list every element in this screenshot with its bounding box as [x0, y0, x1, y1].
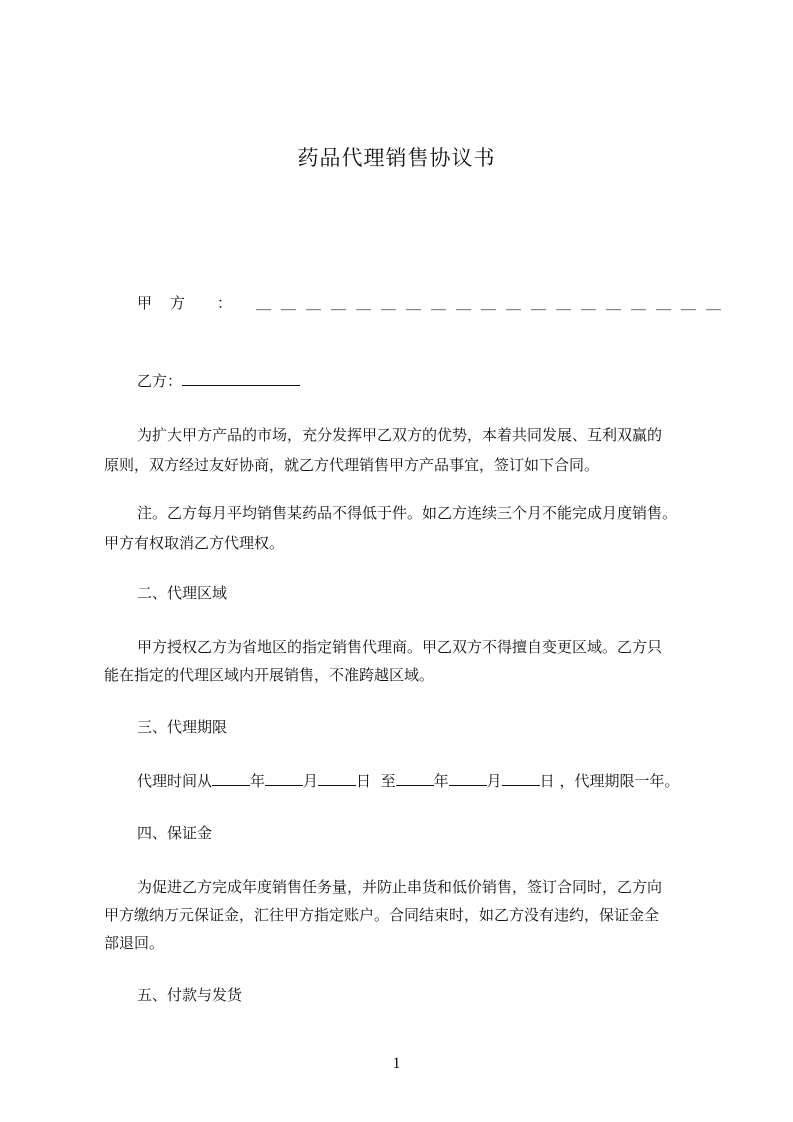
section-2-line-1: 甲方授权乙方为省地区的指定销售代理商。甲乙双方不得擅自变更区域。乙方只	[137, 638, 663, 656]
section-5-heading: 五、付款与发货	[137, 986, 243, 1004]
period-from-text: 代理时间从	[137, 772, 213, 790]
page-number: 1	[392, 1055, 401, 1072]
start-day-label: 日	[356, 772, 372, 790]
party-b-label: 乙方：	[137, 372, 183, 390]
end-month-label: 月	[486, 772, 502, 790]
party-b-line	[104, 366, 737, 396]
section-4-line-1: 为促进乙方完成年度销售任务量，并防止串货和低价销售，签订合同时，乙方向	[137, 878, 663, 896]
party-b-blank	[182, 371, 300, 386]
section-3-heading: 三、代理期限	[137, 718, 228, 736]
note-line-1: 注。乙方每月平均销售某药品不得低于件。如乙方连续三个月不能完成月度销售。	[137, 504, 678, 522]
section-4-heading: 四、保证金	[137, 824, 213, 842]
end-day-label: 日	[539, 772, 555, 790]
party-a-line	[137, 290, 731, 316]
document-title: 药品代理销售协议书	[297, 146, 496, 170]
party-a-label: 甲方	[137, 294, 204, 312]
start-month-label: 月	[303, 772, 319, 790]
section-2-line-2: 能在指定的代理区域内开展销售，不准跨越区域。	[104, 666, 435, 684]
end-month-blank	[449, 771, 487, 786]
party-a-blank: ＿＿＿＿＿＿＿＿＿＿＿＿＿＿＿＿＿＿＿	[256, 294, 732, 312]
party-a-colon: ：	[217, 294, 233, 312]
agency-period-line	[104, 766, 737, 796]
start-month-blank	[265, 771, 303, 786]
section-4-line-2: 甲方缴纳万元保证金，汇往甲方指定账户。合同结束时，如乙方没有违约，保证金全	[104, 906, 660, 924]
period-end-text: ，代理期限一年。	[559, 772, 680, 790]
section-2-heading: 二、代理区域	[137, 584, 228, 602]
end-year-blank	[396, 771, 434, 786]
intro-line-1: 为扩大甲方产品的市场，充分发挥甲乙双方的优势，本着共同发展、互利双赢的	[137, 426, 663, 444]
start-year-blank	[212, 771, 250, 786]
start-year-label: 年	[250, 772, 266, 790]
intro-line-2: 原则，双方经过友好协商，就乙方代理销售甲方产品事宜，签订如下合同。	[104, 456, 600, 474]
end-day-blank	[502, 771, 540, 786]
period-to-text: 至	[380, 772, 396, 790]
section-4-line-3: 部退回。	[104, 934, 165, 952]
end-year-label: 年	[433, 772, 449, 790]
start-day-blank	[318, 771, 356, 786]
note-line-2: 甲方有权取消乙方代理权。	[104, 534, 285, 552]
